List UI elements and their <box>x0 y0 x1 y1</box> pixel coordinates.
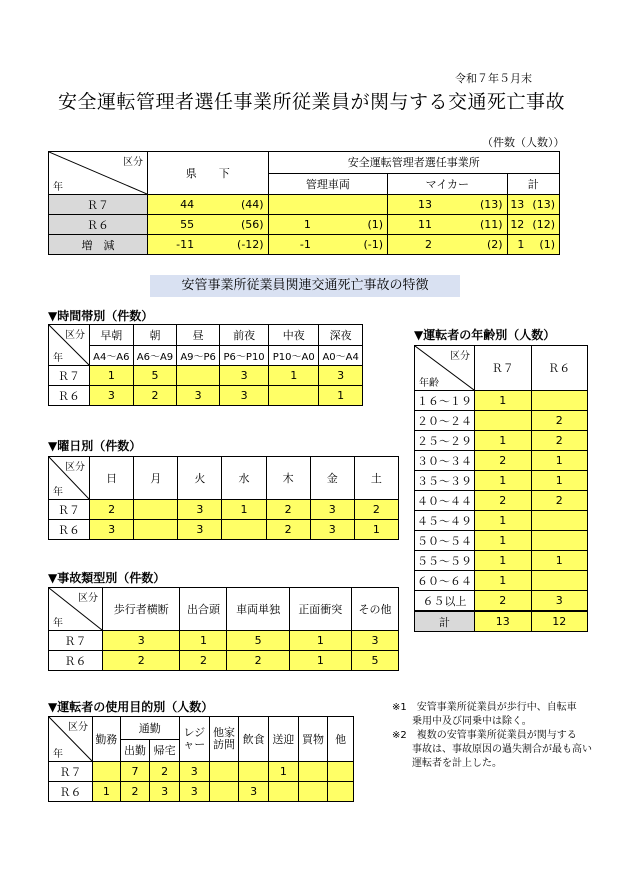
row-label: ４０～４４ <box>415 491 475 511</box>
table-row <box>49 520 399 540</box>
cell-value: 2 <box>475 491 532 511</box>
cell-value: 1 <box>269 366 319 386</box>
table-row <box>49 500 399 520</box>
report-date: 令和７年５月末 <box>455 72 532 85</box>
table-row <box>415 471 588 491</box>
footnote-line: 事故は、事故原因の過失割合が最も高い <box>392 744 592 755</box>
row-label: Ｒ７ <box>49 762 93 782</box>
cell-value <box>531 531 588 551</box>
cell-value: 3 <box>239 782 269 802</box>
page-title: 安全運転管理者選任事業所従業員が関与する交通死亡事故 <box>58 91 566 113</box>
summary-table <box>48 151 560 255</box>
col-header: 正面衝突 <box>289 588 351 631</box>
cell-value: 1 <box>475 531 532 551</box>
table-row <box>49 366 363 386</box>
row-label: ４５～４９ <box>415 511 475 531</box>
cell-value <box>93 762 121 782</box>
col-header: Ｒ６ <box>531 346 588 391</box>
kubun-label: 区分 <box>123 157 143 168</box>
row-label: ３５～３９ <box>415 471 475 491</box>
table-row <box>49 782 354 802</box>
cell-value: -1 <box>268 235 315 255</box>
col-header: 火 <box>178 457 222 500</box>
cell-value: 11 <box>388 215 436 235</box>
row-label: Ｒ６ <box>49 386 90 406</box>
cell-value: 1 <box>475 551 532 571</box>
table-row <box>49 762 354 782</box>
row-label: １６～１９ <box>415 391 475 411</box>
diag-header-cell <box>49 325 90 366</box>
col-header: 朝 <box>133 325 177 346</box>
table-row <box>49 386 363 406</box>
col-range: A4～A6 <box>90 345 134 366</box>
row-label: ５０～５４ <box>415 531 475 551</box>
cell-value: 3 <box>90 520 134 540</box>
cell-value: 3 <box>220 386 269 406</box>
cell-paren: (1) <box>315 215 388 235</box>
col-header: 他家訪問 <box>209 717 239 762</box>
footnote-line: ※2 複数の安管事業所従業員が関与する <box>392 730 577 741</box>
cell-value: -11 <box>148 235 199 255</box>
cell-value: 13 <box>388 195 436 215</box>
purpose-table <box>48 716 354 802</box>
col-header: 帰宅 <box>150 739 180 762</box>
cell-value: 3 <box>351 631 398 651</box>
table-row <box>49 195 560 215</box>
cell-value <box>298 782 328 802</box>
cell-value: 1 <box>180 631 227 651</box>
cell-value: 2 <box>133 386 177 406</box>
col-range: A6～A9 <box>133 345 177 366</box>
cell-value: 5 <box>227 631 289 651</box>
cell-value: 2 <box>180 651 227 671</box>
cell-value: 3 <box>531 591 588 612</box>
cell-value: 3 <box>220 366 269 386</box>
cell-value: 3 <box>150 782 180 802</box>
row-label: ６５以上 <box>415 591 475 612</box>
type-section-title: ▼事故類型別（件数） <box>48 571 166 585</box>
age-table <box>414 345 588 632</box>
cell-value: 1 <box>268 762 298 782</box>
col-header: 買物 <box>298 717 328 762</box>
cell-paren: (56) <box>198 215 268 235</box>
cell-value: 2 <box>90 500 134 520</box>
row-label: Ｒ７ <box>49 366 90 386</box>
row-label: Ｒ６ <box>49 782 93 802</box>
time-section-title: ▼時間帯別（件数） <box>48 309 154 323</box>
col-header: 前夜 <box>220 325 269 346</box>
row-label: Ｒ６ <box>49 520 90 540</box>
diag-header-cell <box>49 152 148 195</box>
row-label: ６０～６４ <box>415 571 475 591</box>
col-header: 土 <box>354 457 398 500</box>
row-label: Ｒ７ <box>49 195 148 215</box>
cell-value: 1 <box>319 386 363 406</box>
table-row <box>49 235 560 255</box>
row-label: ２０～２４ <box>415 411 475 431</box>
table-row <box>415 431 588 451</box>
col-header: 日 <box>90 457 134 500</box>
cell-value: 1 <box>93 782 121 802</box>
age-section-title: ▼運転者の年齢別（人数） <box>414 328 556 342</box>
cell-value: 2 <box>531 411 588 431</box>
diag-header-cell <box>49 457 90 500</box>
cell-paren: (2) <box>436 235 507 255</box>
col-group-header: 安全運転管理者選任事業所 <box>268 152 559 174</box>
cell-value: 12 <box>507 215 528 235</box>
kubun-label: 区分 <box>450 351 470 362</box>
table-row <box>415 531 588 551</box>
cell-paren: (1) <box>528 235 559 255</box>
row-label: Ｒ６ <box>49 215 148 235</box>
col-header: 昼 <box>177 325 220 346</box>
row-label: ５５～５９ <box>415 551 475 571</box>
cell-value: 1 <box>289 651 351 671</box>
col-header: 飲食 <box>239 717 269 762</box>
col-header: 送迎 <box>268 717 298 762</box>
row-label: ２５～２９ <box>415 431 475 451</box>
cell-value: 2 <box>531 431 588 451</box>
cell-value: 3 <box>178 500 222 520</box>
diag-header-cell <box>415 346 475 391</box>
cell-value <box>269 386 319 406</box>
col-range: A0～A4 <box>319 345 363 366</box>
cell-value: 5 <box>351 651 398 671</box>
cell-value: 1 <box>475 471 532 491</box>
cell-value: 1 <box>531 471 588 491</box>
cell-value: 2 <box>388 235 436 255</box>
cell-paren: (11) <box>436 215 507 235</box>
kubun-label: 区分 <box>65 330 85 341</box>
cell-value: 2 <box>150 762 180 782</box>
col-header: 出勤 <box>120 739 150 762</box>
diag-header-cell <box>49 717 93 762</box>
col-total-header: 計 <box>507 173 559 195</box>
cell-value <box>134 500 178 520</box>
col-header: 車両単独 <box>227 588 289 631</box>
table-row <box>415 451 588 471</box>
row-label: ３０～３４ <box>415 451 475 471</box>
col-kanri-header: 管理車両 <box>268 173 387 195</box>
cell-value: 2 <box>103 651 180 671</box>
footnotes <box>392 701 592 771</box>
type-table <box>48 587 399 671</box>
cell-value: 1 <box>475 511 532 531</box>
nen-label: 年 <box>53 749 63 760</box>
cell-value <box>209 782 239 802</box>
col-header: その他 <box>351 588 398 631</box>
table-row <box>415 391 588 411</box>
col-header: 中夜 <box>269 325 319 346</box>
col-header: 月 <box>134 457 178 500</box>
row-label: Ｒ７ <box>49 500 90 520</box>
cell-value <box>531 391 588 411</box>
cell-value <box>177 366 220 386</box>
cell-value: 2 <box>475 451 532 471</box>
cell-value <box>268 782 298 802</box>
col-header: 出合頭 <box>180 588 227 631</box>
table-row <box>49 631 399 651</box>
col-header: 木 <box>266 457 310 500</box>
cell-value: 3 <box>179 782 209 802</box>
col-header: 他 <box>328 717 354 762</box>
nen-label: 年 <box>53 618 63 629</box>
row-label: 計 <box>415 611 475 632</box>
nenrei-label: 年齢 <box>419 378 439 389</box>
col-header: レジャー <box>179 717 209 762</box>
cell-value <box>328 782 354 802</box>
footnote-line: ※1 安管事業所従業員が歩行中、自転車 <box>392 702 577 713</box>
cell-value: 1 <box>507 235 528 255</box>
cell-paren: (13) <box>528 195 559 215</box>
cell-value: 3 <box>90 386 134 406</box>
cell-value: 1 <box>475 391 532 411</box>
cell-value: 1 <box>289 631 351 651</box>
cell-value <box>298 762 328 782</box>
row-label: Ｒ６ <box>49 651 103 671</box>
cell-value <box>328 762 354 782</box>
cell-value: 1 <box>222 500 266 520</box>
col-header: Ｒ７ <box>475 346 532 391</box>
col-range: P6～P10 <box>220 345 269 366</box>
col-range: A9～P6 <box>177 345 220 366</box>
cell-value <box>531 511 588 531</box>
cell-paren: (-1) <box>315 235 388 255</box>
cell-value <box>239 762 269 782</box>
cell-value <box>222 520 266 540</box>
table-row <box>49 651 399 671</box>
col-header: 歩行者横断 <box>103 588 180 631</box>
cell-value: 2 <box>475 591 532 612</box>
col-header: 水 <box>222 457 266 500</box>
cell-value: 3 <box>177 386 220 406</box>
table-row <box>415 511 588 531</box>
cell-value: 2 <box>227 651 289 671</box>
cell-value: 1 <box>475 431 532 451</box>
table-row <box>415 491 588 511</box>
cell-value <box>531 571 588 591</box>
cell-value: 3 <box>179 762 209 782</box>
cell-paren: (12) <box>528 215 559 235</box>
day-table <box>48 456 399 540</box>
col-header: 通勤 <box>120 717 179 740</box>
cell-value: 3 <box>178 520 222 540</box>
footnote-line: 運転者を計上した。 <box>392 758 502 769</box>
cell-value: 44 <box>148 195 199 215</box>
kubun-label: 区分 <box>65 462 85 473</box>
row-label: 増 減 <box>49 235 148 255</box>
cell-value: 3 <box>103 631 180 651</box>
cell-value: 2 <box>531 491 588 511</box>
cell-value: 1 <box>531 451 588 471</box>
nen-label: 年 <box>53 353 63 364</box>
cell-value: 3 <box>319 366 363 386</box>
section-banner: 安管事業所従業員関連交通死亡事故の特徴 <box>150 275 460 297</box>
time-table <box>48 324 363 406</box>
cell-value: 3 <box>310 500 354 520</box>
cell-paren: (13) <box>436 195 507 215</box>
cell-value <box>475 411 532 431</box>
table-row <box>415 551 588 571</box>
cell-value: 2 <box>120 782 150 802</box>
purpose-section-title: ▼運転者の使用目的別（人数） <box>48 700 214 714</box>
table-row <box>415 591 588 612</box>
day-section-title: ▼曜日別（件数） <box>48 439 142 453</box>
diag-header-cell <box>49 588 103 631</box>
kubun-label: 区分 <box>78 593 98 604</box>
cell-value <box>268 195 315 215</box>
table-row <box>49 215 560 235</box>
col-mycar-header: マイカー <box>388 173 507 195</box>
cell-value: 55 <box>148 215 199 235</box>
cell-value: 13 <box>507 195 528 215</box>
table-row <box>415 571 588 591</box>
cell-value: 1 <box>531 551 588 571</box>
col-header: 勤務 <box>93 717 121 762</box>
row-label: Ｒ７ <box>49 631 103 651</box>
cell-value: 1 <box>268 215 315 235</box>
table-row-total <box>415 611 588 632</box>
cell-value: 1 <box>475 571 532 591</box>
cell-value: 2 <box>354 500 398 520</box>
kubun-label: 区分 <box>68 722 88 733</box>
footnote-line: 乗用中及び同乗中は除く。 <box>392 716 532 727</box>
col-header: 深夜 <box>319 325 363 346</box>
nen-label: 年 <box>53 182 63 193</box>
col-header: 早朝 <box>90 325 134 346</box>
cell-value: 1 <box>354 520 398 540</box>
cell-value: 2 <box>266 520 310 540</box>
cell-value: 13 <box>475 611 532 632</box>
nen-label: 年 <box>53 487 63 498</box>
cell-value: 7 <box>120 762 150 782</box>
cell-value: 5 <box>133 366 177 386</box>
cell-value <box>209 762 239 782</box>
cell-value <box>134 520 178 540</box>
unit-label: （件数（人数）） <box>482 136 565 149</box>
cell-paren: (44) <box>198 195 268 215</box>
col-pref-header: 県 下 <box>148 152 269 195</box>
cell-paren <box>315 195 388 215</box>
cell-value: 1 <box>90 366 134 386</box>
cell-paren: (-12) <box>198 235 268 255</box>
col-header: 金 <box>310 457 354 500</box>
col-range: P10～A0 <box>269 345 319 366</box>
cell-value: 12 <box>531 611 588 632</box>
cell-value: 2 <box>266 500 310 520</box>
table-row <box>415 411 588 431</box>
cell-value: 3 <box>310 520 354 540</box>
